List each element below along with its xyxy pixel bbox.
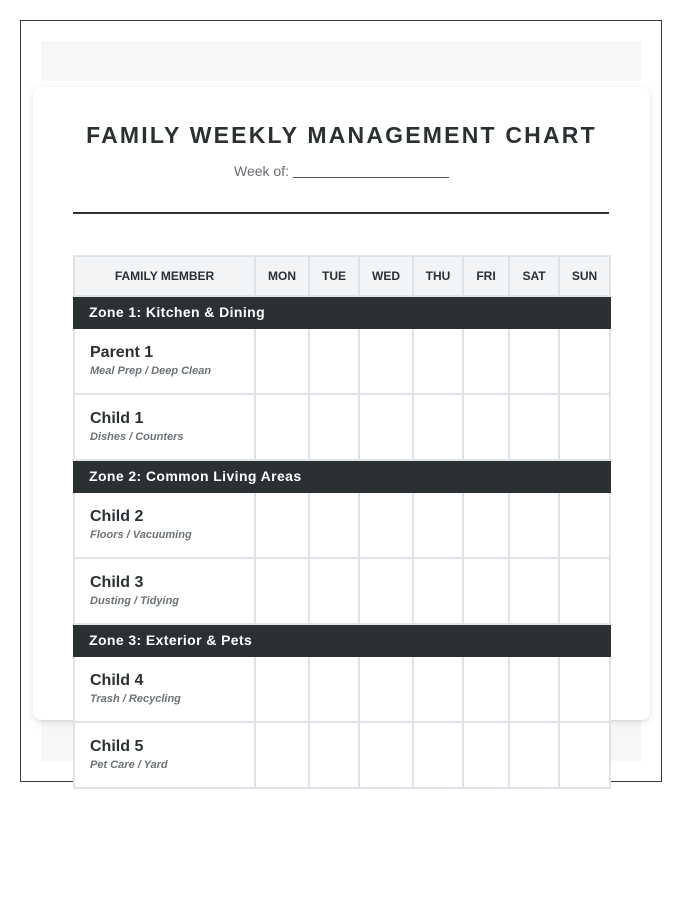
day-cell[interactable] (359, 492, 413, 558)
day-cell[interactable] (413, 722, 463, 788)
day-cell[interactable] (559, 328, 610, 394)
day-cell[interactable] (559, 394, 610, 460)
day-cell[interactable] (413, 656, 463, 722)
day-cell[interactable] (509, 328, 559, 394)
zone-row (74, 460, 610, 492)
table-header-row (74, 256, 610, 296)
header-day: TUE (309, 256, 359, 296)
header-day: THU (413, 256, 463, 296)
member-task: Dusting / Tidying (90, 595, 180, 607)
day-cell[interactable] (255, 558, 309, 624)
member-task: Meal Prep / Deep Clean (90, 365, 212, 377)
day-cell[interactable] (413, 394, 463, 460)
day-cell[interactable] (509, 558, 559, 624)
member-task: Trash / Recycling (90, 693, 181, 705)
day-cell[interactable] (255, 394, 309, 460)
day-cell[interactable] (309, 492, 359, 558)
member-name: Parent 1 (90, 344, 154, 361)
day-cell[interactable] (413, 558, 463, 624)
header-day: SUN (559, 256, 610, 296)
day-cell[interactable] (309, 558, 359, 624)
day-cell[interactable] (359, 558, 413, 624)
member-name: Child 3 (90, 574, 144, 591)
day-cell[interactable] (359, 328, 413, 394)
zone-row (74, 624, 610, 656)
zone-row (74, 296, 610, 328)
day-cell[interactable] (509, 492, 559, 558)
day-cell[interactable] (559, 558, 610, 624)
member-name: Child 5 (90, 738, 144, 755)
member-cell (74, 656, 255, 722)
day-cell[interactable] (559, 492, 610, 558)
day-cell[interactable] (559, 722, 610, 788)
day-cell[interactable] (359, 722, 413, 788)
week-of (33, 163, 650, 179)
table-row (74, 328, 610, 394)
day-cell[interactable] (359, 656, 413, 722)
table-row (74, 394, 610, 460)
member-name: Child 4 (90, 672, 144, 689)
top-band (41, 41, 641, 81)
day-cell[interactable] (255, 328, 309, 394)
member-cell (74, 328, 255, 394)
member-cell (74, 492, 255, 558)
day-cell[interactable] (463, 394, 509, 460)
member-cell (74, 394, 255, 460)
day-cell[interactable] (309, 722, 359, 788)
day-cell[interactable] (255, 656, 309, 722)
member-cell (74, 558, 255, 624)
day-cell[interactable] (309, 328, 359, 394)
zone-label: Zone 1: Kitchen & Dining (74, 296, 610, 328)
chore-table (73, 255, 611, 789)
member-name: Child 1 (90, 410, 144, 427)
member-task: Dishes / Counters (90, 431, 184, 443)
day-cell[interactable] (509, 722, 559, 788)
day-cell[interactable] (255, 492, 309, 558)
day-cell[interactable] (413, 328, 463, 394)
zone-label: Zone 3: Exterior & Pets (74, 624, 610, 656)
chart-title: FAMILY WEEKLY MANAGEMENT CHART (86, 122, 597, 148)
header-day: SAT (509, 256, 559, 296)
day-cell[interactable] (463, 558, 509, 624)
table-row (74, 558, 610, 624)
table-row (74, 722, 610, 788)
member-name: Child 2 (90, 508, 144, 525)
week-of-blank-line (293, 163, 449, 178)
member-task: Floors / Vacuuming (90, 529, 192, 541)
header-day: WED (359, 256, 413, 296)
day-cell[interactable] (359, 394, 413, 460)
title-divider (73, 212, 609, 214)
day-cell[interactable] (463, 656, 509, 722)
header-day: MON (255, 256, 309, 296)
day-cell[interactable] (413, 492, 463, 558)
day-cell[interactable] (309, 656, 359, 722)
day-cell[interactable] (255, 722, 309, 788)
table-row (74, 656, 610, 722)
day-cell[interactable] (463, 328, 509, 394)
zone-label: Zone 2: Common Living Areas (74, 460, 610, 492)
week-of-label: Week of: (234, 163, 289, 179)
day-cell[interactable] (509, 656, 559, 722)
day-cell[interactable] (309, 394, 359, 460)
member-task: Pet Care / Yard (90, 759, 168, 771)
day-cell[interactable] (509, 394, 559, 460)
header-family-member: FAMILY MEMBER (74, 256, 255, 296)
day-cell[interactable] (463, 492, 509, 558)
member-cell (74, 722, 255, 788)
day-cell[interactable] (559, 656, 610, 722)
table-row (74, 492, 610, 558)
day-cell[interactable] (463, 722, 509, 788)
header-day: FRI (463, 256, 509, 296)
